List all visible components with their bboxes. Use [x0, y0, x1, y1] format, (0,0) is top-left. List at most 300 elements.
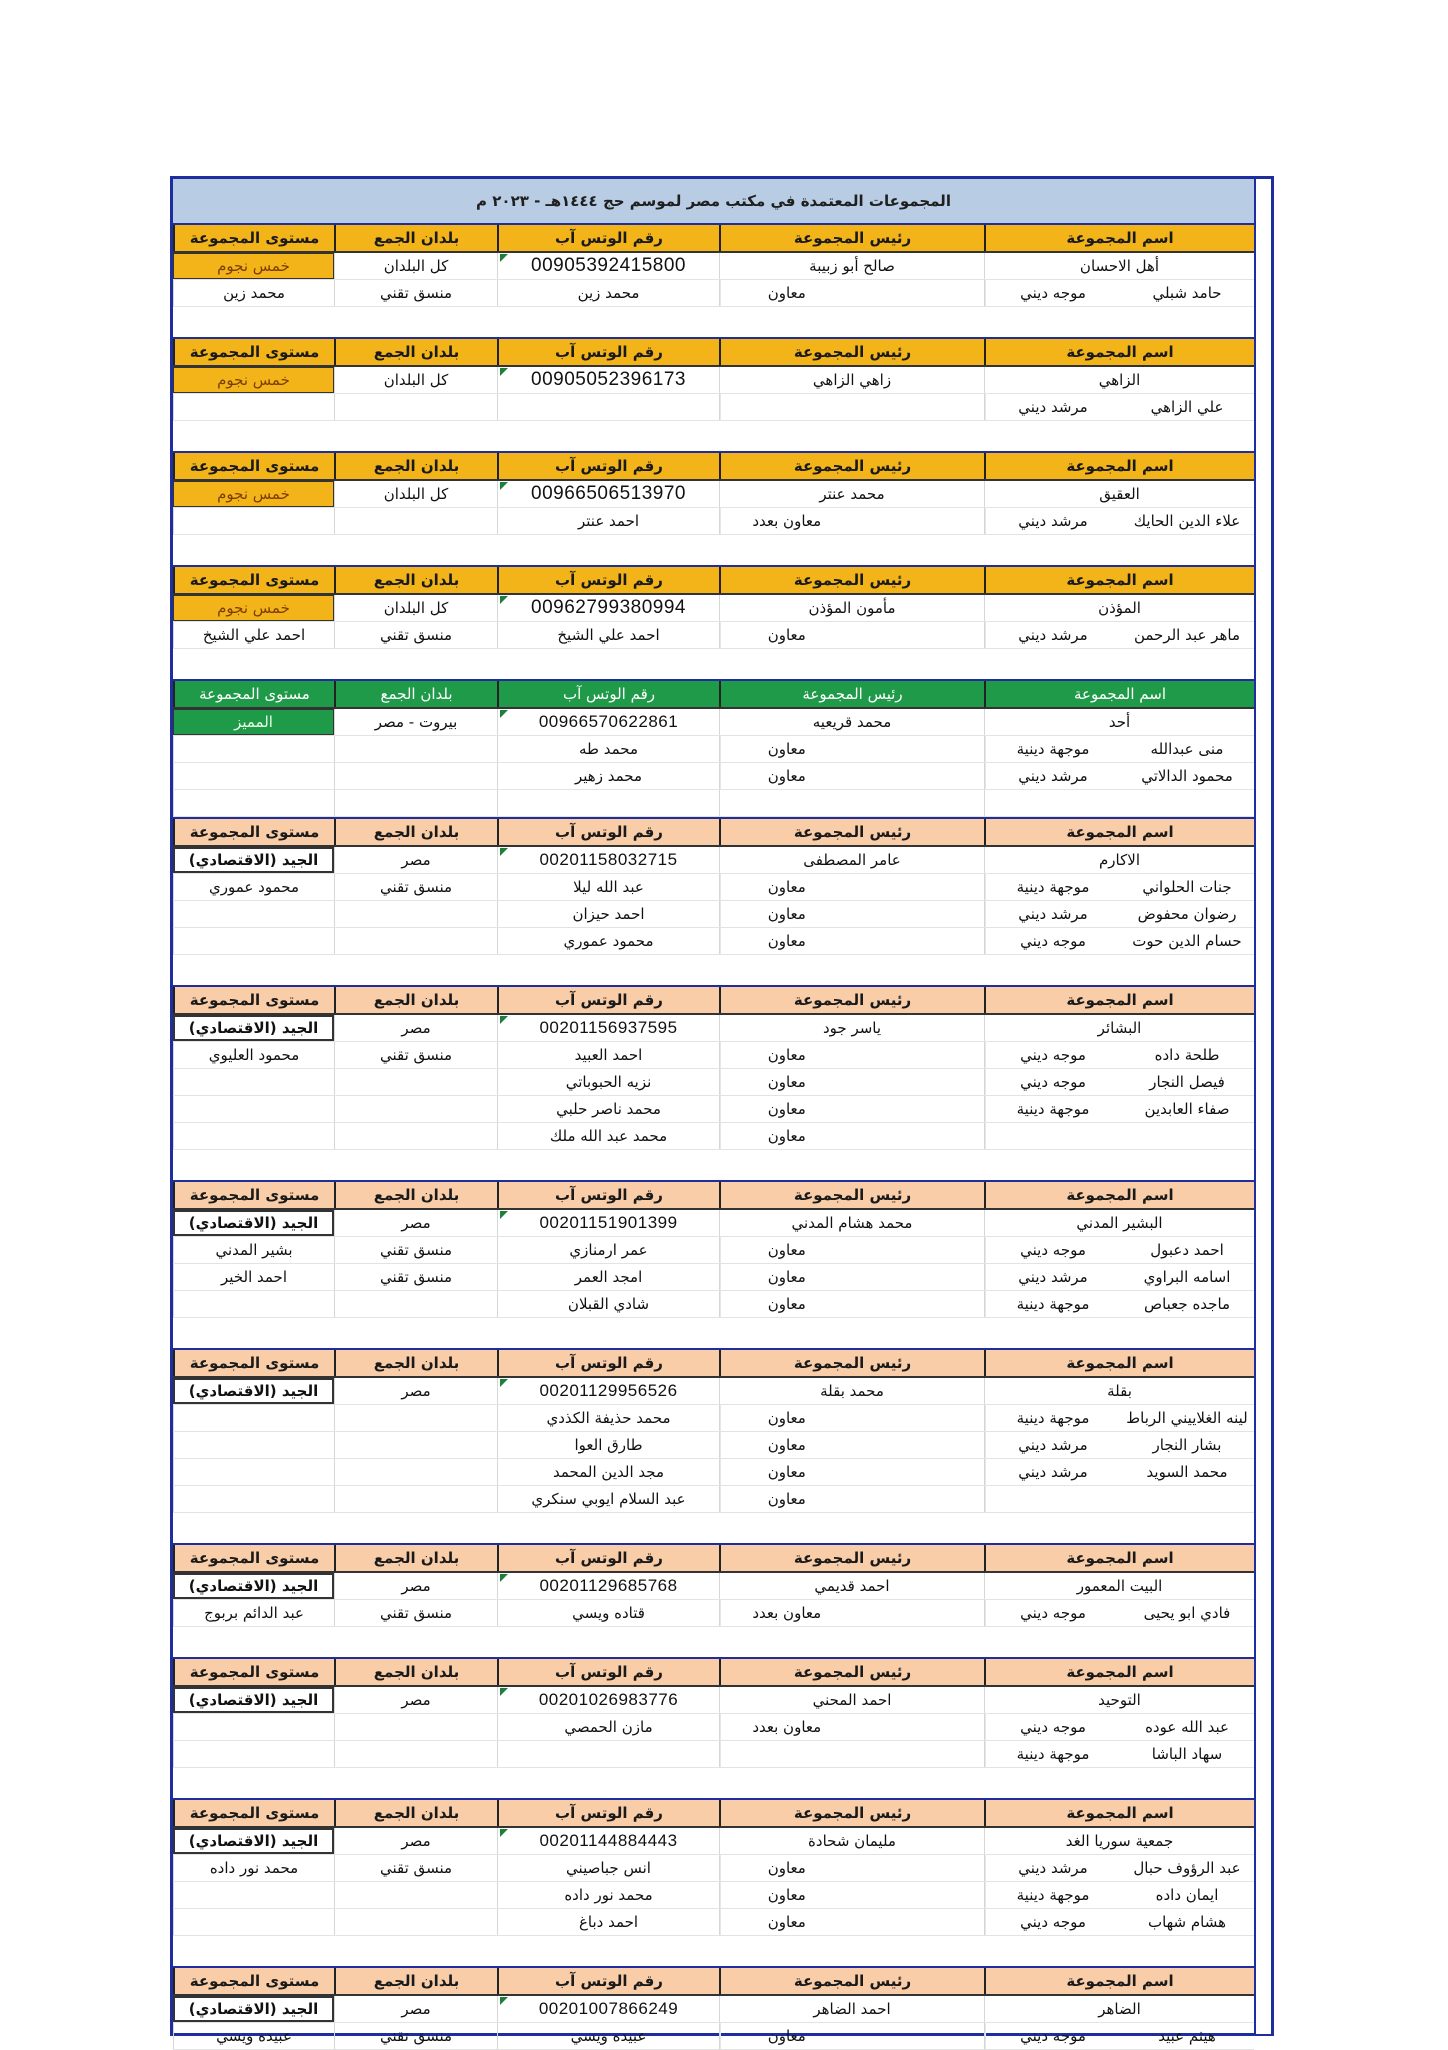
assistant-name: عبيده ويسي [497, 2023, 719, 2049]
group-header-row [173, 987, 1254, 1015]
coordinator-name [173, 1882, 334, 1908]
group-info-row [173, 1996, 1254, 2023]
staff-row [173, 1741, 1254, 1768]
coordinator-role [334, 394, 497, 420]
staff-role-name-b: اسامه البراوي [1143, 1268, 1231, 1286]
group-level-badge: الجيد (الاقتصادي) [173, 1828, 334, 1854]
assistant-cell [719, 1291, 984, 1317]
header-whatsapp: رقم الوتس آب [497, 681, 719, 707]
group-level-badge: الجيد (الاقتصادي) [173, 1573, 334, 1599]
staff-role-name-a: موجه ديني [985, 1909, 1120, 1935]
coordinator-name: محمد نور داده [173, 1855, 334, 1881]
staff-role-name-a: موجهة دينية [985, 1741, 1120, 1767]
staff-row [173, 736, 1254, 763]
coordinator-name [173, 1741, 334, 1767]
header-countries: بلدان الجمع [334, 225, 497, 251]
assistant-label: معاون [720, 1405, 853, 1431]
group-head: مأمون المؤذن [719, 595, 984, 621]
assistant-label: معاون [720, 280, 853, 306]
staff-role-name [984, 1042, 1254, 1068]
group-info-row [173, 367, 1254, 394]
assistant-cell [719, 1855, 984, 1881]
staff-role-name-b: علي الزاهي [1150, 398, 1224, 416]
assistant-name: محمد طه [497, 736, 719, 762]
coordinator-role [334, 1069, 497, 1095]
coordinator-role [334, 1432, 497, 1458]
assistant-name: عبد الله ليلا [497, 874, 719, 900]
staff-role-name-a: موجه ديني [985, 1600, 1120, 1626]
staff-role-name-b: حامد شبلي [1152, 284, 1222, 302]
staff-role-name-b: ماجده جعباص [1143, 1295, 1231, 1313]
coordinator-role [334, 736, 497, 762]
staff-row [173, 1714, 1254, 1741]
header-level: مستوى المجموعة [173, 453, 334, 479]
group-header-row [173, 339, 1254, 367]
assistant-name: مجد الدين المحمد [497, 1459, 719, 1485]
assistant-name [497, 1741, 719, 1767]
header-whatsapp: رقم الوتس آب [497, 819, 719, 845]
assistant-label: معاون [720, 1432, 853, 1458]
assistant-extra [853, 1714, 985, 1740]
assistant-name: احمد دباغ [497, 1909, 719, 1935]
whatsapp-number[interactable]: 00201151901399 [497, 1210, 719, 1236]
header-level: مستوى المجموعة [173, 1182, 334, 1208]
collection-countries: مصر [334, 1996, 497, 2022]
header-level: مستوى المجموعة [173, 1350, 334, 1376]
header-group-name: اسم المجموعة [984, 1659, 1254, 1685]
whatsapp-number[interactable]: 00201129956526 [497, 1378, 719, 1404]
staff-role-name-b: عبد الله عوده [1145, 1718, 1229, 1736]
assistant-extra [853, 508, 985, 534]
coordinator-name: عبد الدائم بربوج [173, 1600, 334, 1626]
coordinator-role: منسق تقني [334, 1264, 497, 1290]
cell-note-marker [500, 482, 508, 490]
staff-role-name-a: موجهة دينية [985, 736, 1120, 762]
block-spacer [173, 1318, 1254, 1348]
assistant-cell [719, 874, 984, 900]
header-whatsapp: رقم الوتس آب [497, 339, 719, 365]
assistant-name: محمد زهير [497, 763, 719, 789]
empty-cell [984, 790, 1254, 816]
assistant-extra [853, 1486, 985, 1512]
group-block [173, 1966, 1254, 2050]
header-group-head: رئيس المجموعة [719, 819, 984, 845]
header-group-head: رئيس المجموعة [719, 1659, 984, 1685]
empty-cell [334, 790, 497, 816]
coordinator-role: منسق تقني [334, 280, 497, 306]
staff-row [173, 1855, 1254, 1882]
group-header-row [173, 1800, 1254, 1828]
assistant-cell [719, 1600, 984, 1626]
assistant-name: محمد ناصر حلبي [497, 1096, 719, 1122]
coordinator-role: منسق تقني [334, 874, 497, 900]
group-block [173, 985, 1254, 1180]
assistant-label: معاون [720, 736, 853, 762]
assistant-label [720, 1741, 853, 1767]
group-info-row [173, 847, 1254, 874]
header-whatsapp: رقم الوتس آب [497, 1545, 719, 1571]
header-level: مستوى المجموعة [173, 681, 334, 707]
group-name: بقلة [984, 1378, 1254, 1404]
cell-note-marker [500, 1688, 508, 1696]
group-level-badge: الجيد (الاقتصادي) [173, 1210, 334, 1236]
group-header-row [173, 1182, 1254, 1210]
header-group-head: رئيس المجموعة [719, 567, 984, 593]
staff-role-name-b: فيصل النجار [1149, 1073, 1225, 1091]
block-spacer [173, 535, 1254, 565]
group-level-badge: الجيد (الاقتصادي) [173, 1378, 334, 1404]
coordinator-name [173, 1714, 334, 1740]
staff-role-name-b: احمد دعبول [1150, 1241, 1224, 1259]
whatsapp-number[interactable]: 00201026983776 [497, 1687, 719, 1713]
staff-row [173, 1486, 1254, 1513]
block-spacer [173, 1936, 1254, 1966]
group-block [173, 1657, 1254, 1798]
group-name: البيت المعمور [984, 1573, 1254, 1599]
group-level-badge: الجيد (الاقتصادي) [173, 1015, 334, 1041]
header-level: مستوى المجموعة [173, 819, 334, 845]
staff-role-name [984, 1855, 1254, 1881]
assistant-label [720, 394, 853, 420]
assistant-name: احمد العبيد [497, 1042, 719, 1068]
assistant-cell [719, 394, 984, 420]
whatsapp-number[interactable]: 00201129685768 [497, 1573, 719, 1599]
header-countries: بلدان الجمع [334, 1545, 497, 1571]
coordinator-role [334, 1096, 497, 1122]
assistant-extra [853, 1600, 985, 1626]
staff-row [173, 1069, 1254, 1096]
coordinator-role: منسق تقني [334, 1237, 497, 1263]
group-level-badge: الجيد (الاقتصادي) [173, 1996, 334, 2022]
group-info-row [173, 595, 1254, 622]
staff-role-name-b: ماهر عبد الرحمن [1133, 626, 1241, 644]
staff-role-name-b: عبد الرؤوف حبال [1133, 1859, 1241, 1877]
assistant-label: معاون [720, 1237, 853, 1263]
group-info-row [173, 481, 1254, 508]
group-header-row [173, 819, 1254, 847]
staff-role-name-a: موجه ديني [985, 1042, 1120, 1068]
staff-role-name-b: منى عبدالله [1150, 740, 1224, 758]
group-name: البشير المدني [984, 1210, 1254, 1236]
assistant-cell [719, 1237, 984, 1263]
staff-role-name-b: صفاء العابدين [1144, 1100, 1230, 1118]
staff-row [173, 1405, 1254, 1432]
group-name: العقيق [984, 481, 1254, 507]
group-level-badge: خمس نجوم [173, 481, 334, 507]
staff-row [173, 280, 1254, 307]
staff-row [173, 1042, 1254, 1069]
group-level-badge: المميز [173, 709, 334, 735]
header-countries: بلدان الجمع [334, 681, 497, 707]
group-block [173, 451, 1254, 565]
header-whatsapp: رقم الوتس آب [497, 225, 719, 251]
staff-role-name [984, 280, 1254, 306]
staff-role-name [984, 1714, 1254, 1740]
whatsapp-number[interactable]: 00201156937595 [497, 1015, 719, 1041]
assistant-extra [853, 2023, 985, 2049]
assistant-name: احمد عنتر [497, 508, 719, 534]
groups-table [173, 225, 1254, 2050]
group-header-row [173, 1545, 1254, 1573]
assistant-extra [853, 1042, 985, 1068]
group-info-row [173, 709, 1254, 736]
staff-role-name-b: سهاد الباشا [1151, 1745, 1223, 1763]
assistant-extra [853, 736, 985, 762]
staff-role-name [984, 394, 1254, 420]
staff-role-name-a [985, 1123, 1120, 1149]
staff-role-name-b: هشام شهاب [1147, 1913, 1227, 1931]
staff-row [173, 1237, 1254, 1264]
header-group-name: اسم المجموعة [984, 819, 1254, 845]
collection-countries: مصر [334, 1687, 497, 1713]
header-countries: بلدان الجمع [334, 819, 497, 845]
assistant-extra [853, 1459, 985, 1485]
cell-note-marker [500, 1829, 508, 1837]
staff-role-name-a: موجهة دينية [985, 874, 1120, 900]
staff-role-name [984, 1069, 1254, 1095]
header-group-name: اسم المجموعة [984, 225, 1254, 251]
group-header-row [173, 1968, 1254, 1996]
staff-role-name-b: فادي ابو يحيى [1143, 1604, 1231, 1622]
assistant-name: مازن الحمصي [497, 1714, 719, 1740]
assistant-cell [719, 1882, 984, 1908]
assistant-cell [719, 928, 984, 954]
coordinator-role: منسق تقني [334, 1042, 497, 1068]
assistant-extra [853, 1432, 985, 1458]
collection-countries: كل البلدان [334, 253, 497, 279]
assistant-label: معاون [720, 1909, 853, 1935]
staff-row [173, 1123, 1254, 1150]
header-whatsapp: رقم الوتس آب [497, 987, 719, 1013]
group-name: أحد [984, 709, 1254, 735]
assistant-label: معاون [720, 874, 853, 900]
staff-role-name [984, 1486, 1254, 1512]
assistant-cell [719, 901, 984, 927]
assistant-label: معاون [720, 928, 853, 954]
staff-row [173, 1264, 1254, 1291]
header-group-head: رئيس المجموعة [719, 339, 984, 365]
staff-role-name-a: موجهة دينية [985, 1405, 1120, 1431]
header-whatsapp: رقم الوتس آب [497, 567, 719, 593]
assistant-extra [853, 874, 985, 900]
assistant-name: عبد السلام ايوبي سنكري [497, 1486, 719, 1512]
group-head: زاهي الزاهي [719, 367, 984, 393]
collection-countries: كل البلدان [334, 595, 497, 621]
whatsapp-number[interactable]: 00966506513970 [497, 481, 719, 507]
group-block [173, 817, 1254, 985]
assistant-cell [719, 1405, 984, 1431]
header-whatsapp: رقم الوتس آب [497, 1800, 719, 1826]
header-group-name: اسم المجموعة [984, 1800, 1254, 1826]
group-level-badge: الجيد (الاقتصادي) [173, 847, 334, 873]
staff-role-name [984, 901, 1254, 927]
coordinator-role [334, 1405, 497, 1431]
coordinator-name: محمود عموري [173, 874, 334, 900]
assistant-label: معاون [720, 1069, 853, 1095]
header-level: مستوى المجموعة [173, 225, 334, 251]
staff-role-name [984, 2023, 1254, 2049]
staff-role-name-b: حسام الدين حوت [1132, 932, 1242, 950]
staff-role-name [984, 1882, 1254, 1908]
group-header-row [173, 681, 1254, 709]
group-header-row [173, 1659, 1254, 1687]
group-head: محمد بقلة [719, 1378, 984, 1404]
staff-row [173, 394, 1254, 421]
coordinator-name [173, 1459, 334, 1485]
coordinator-name: احمد الخير [173, 1264, 334, 1290]
group-name: المؤذن [984, 595, 1254, 621]
header-level: مستوى المجموعة [173, 1800, 334, 1826]
group-level-badge: خمس نجوم [173, 253, 334, 279]
block-spacer [173, 1513, 1254, 1543]
header-group-name: اسم المجموعة [984, 1968, 1254, 1994]
coordinator-role [334, 901, 497, 927]
staff-role-name-b: علاء الدين الحايك [1133, 512, 1241, 530]
coordinator-name [173, 928, 334, 954]
collection-countries: مصر [334, 1210, 497, 1236]
assistant-label: معاون [720, 763, 853, 789]
group-name: الزاهي [984, 367, 1254, 393]
assistant-cell [719, 1459, 984, 1485]
group-name: الضاهر [984, 1996, 1254, 2022]
group-head: عامر المصطفى [719, 847, 984, 873]
header-countries: بلدان الجمع [334, 1659, 497, 1685]
group-block [173, 1180, 1254, 1348]
staff-role-name-a: مرشد ديني [985, 1459, 1120, 1485]
collection-countries: كل البلدان [334, 481, 497, 507]
group-head: صالح أبو زبيبة [719, 253, 984, 279]
block-spacer [173, 421, 1254, 451]
staff-role-name-b: محمد السويد [1146, 1463, 1228, 1481]
whatsapp-number[interactable]: 00201158032715 [497, 847, 719, 873]
assistant-name: قتاده ويسي [497, 1600, 719, 1626]
assistant-label: معاون [720, 1123, 853, 1149]
whatsapp-number[interactable]: 00966570622861 [497, 709, 719, 735]
coordinator-name: بشير المدني [173, 1237, 334, 1263]
empty-cell [497, 790, 719, 816]
header-level: مستوى المجموعة [173, 987, 334, 1013]
assistant-cell [719, 508, 984, 534]
cell-note-marker [500, 710, 508, 718]
assistant-cell [719, 1069, 984, 1095]
staff-role-name-a: موجهة دينية [985, 1096, 1120, 1122]
group-info-row [173, 1378, 1254, 1405]
group-block [173, 225, 1254, 337]
assistant-extra [853, 1909, 985, 1935]
whatsapp-number[interactable]: 00905052396173 [497, 367, 719, 393]
assistant-extra [853, 394, 985, 420]
group-block [173, 1798, 1254, 1966]
staff-row [173, 508, 1254, 535]
staff-role-name-b: هيثم عبيد [1158, 2027, 1216, 2045]
group-info-row [173, 1828, 1254, 1855]
coordinator-name [173, 1291, 334, 1317]
staff-role-name [984, 736, 1254, 762]
staff-role-name [984, 622, 1254, 648]
assistant-name: احمد حيزان [497, 901, 719, 927]
staff-role-name [984, 1237, 1254, 1263]
group-level-badge: الجيد (الاقتصادي) [173, 1687, 334, 1713]
assistant-cell [719, 1486, 984, 1512]
group-header-row [173, 1350, 1254, 1378]
assistant-cell [719, 622, 984, 648]
whatsapp-number[interactable]: 00905392415800 [497, 253, 719, 279]
block-spacer [173, 307, 1254, 337]
coordinator-role [334, 1123, 497, 1149]
staff-role-name [984, 1909, 1254, 1935]
assistant-cell [719, 1096, 984, 1122]
assistant-cell [719, 1042, 984, 1068]
header-group-name: اسم المجموعة [984, 567, 1254, 593]
whatsapp-number[interactable]: 00201144884443 [497, 1828, 719, 1854]
coordinator-role: منسق تقني [334, 2023, 497, 2049]
cell-note-marker [500, 254, 508, 262]
staff-role-name-a: مرشد ديني [985, 508, 1120, 534]
coordinator-role [334, 508, 497, 534]
collection-countries: مصر [334, 1015, 497, 1041]
staff-role-name-b: ايمان داده [1155, 1886, 1219, 1904]
coordinator-role: منسق تقني [334, 1600, 497, 1626]
group-header-row [173, 453, 1254, 481]
staff-role-name-b: لينه الغلاييني الرباط [1126, 1409, 1248, 1427]
empty-cell [719, 790, 984, 816]
whatsapp-number[interactable]: 00962799380994 [497, 595, 719, 621]
header-whatsapp: رقم الوتس آب [497, 1659, 719, 1685]
staff-role-name-b [1120, 1486, 1254, 1512]
whatsapp-number[interactable]: 00201007866249 [497, 1996, 719, 2022]
coordinator-role [334, 763, 497, 789]
staff-role-name-a: مرشد ديني [985, 1855, 1120, 1881]
assistant-extra [853, 622, 985, 648]
assistant-name: محمد زين [497, 280, 719, 306]
assistant-name: عمر ارمنازي [497, 1237, 719, 1263]
coordinator-name [173, 736, 334, 762]
group-info-row [173, 1573, 1254, 1600]
assistant-extra [853, 1264, 985, 1290]
header-countries: بلدان الجمع [334, 1182, 497, 1208]
staff-role-name-a: موجه ديني [985, 1237, 1120, 1263]
cell-note-marker [500, 1016, 508, 1024]
assistant-label: معاون [720, 622, 853, 648]
coordinator-role [334, 1459, 497, 1485]
staff-role-name [984, 763, 1254, 789]
staff-row [173, 1432, 1254, 1459]
assistant-name: احمد علي الشيخ [497, 622, 719, 648]
staff-row [173, 1882, 1254, 1909]
assistant-extra [853, 763, 985, 789]
coordinator-role [334, 1882, 497, 1908]
header-group-head: رئيس المجموعة [719, 453, 984, 479]
assistant-name: امجد العمر [497, 1264, 719, 1290]
cell-note-marker [500, 1379, 508, 1387]
group-level-badge: خمس نجوم [173, 595, 334, 621]
coordinator-name [173, 1096, 334, 1122]
header-group-head: رئيس المجموعة [719, 225, 984, 251]
assistant-extra [853, 280, 985, 306]
assistant-cell [719, 1714, 984, 1740]
group-block [173, 1348, 1254, 1543]
group-info-row [173, 253, 1254, 280]
assistant-label: معاون بعدد [720, 1600, 853, 1626]
assistant-extra [853, 1855, 985, 1881]
group-header-row [173, 225, 1254, 253]
block-spacer [173, 955, 1254, 985]
group-head: ياسر جود [719, 1015, 984, 1041]
assistant-extra [853, 901, 985, 927]
staff-row [173, 928, 1254, 955]
group-name: جمعية سوريا الغد [984, 1828, 1254, 1854]
header-level: مستوى المجموعة [173, 1659, 334, 1685]
